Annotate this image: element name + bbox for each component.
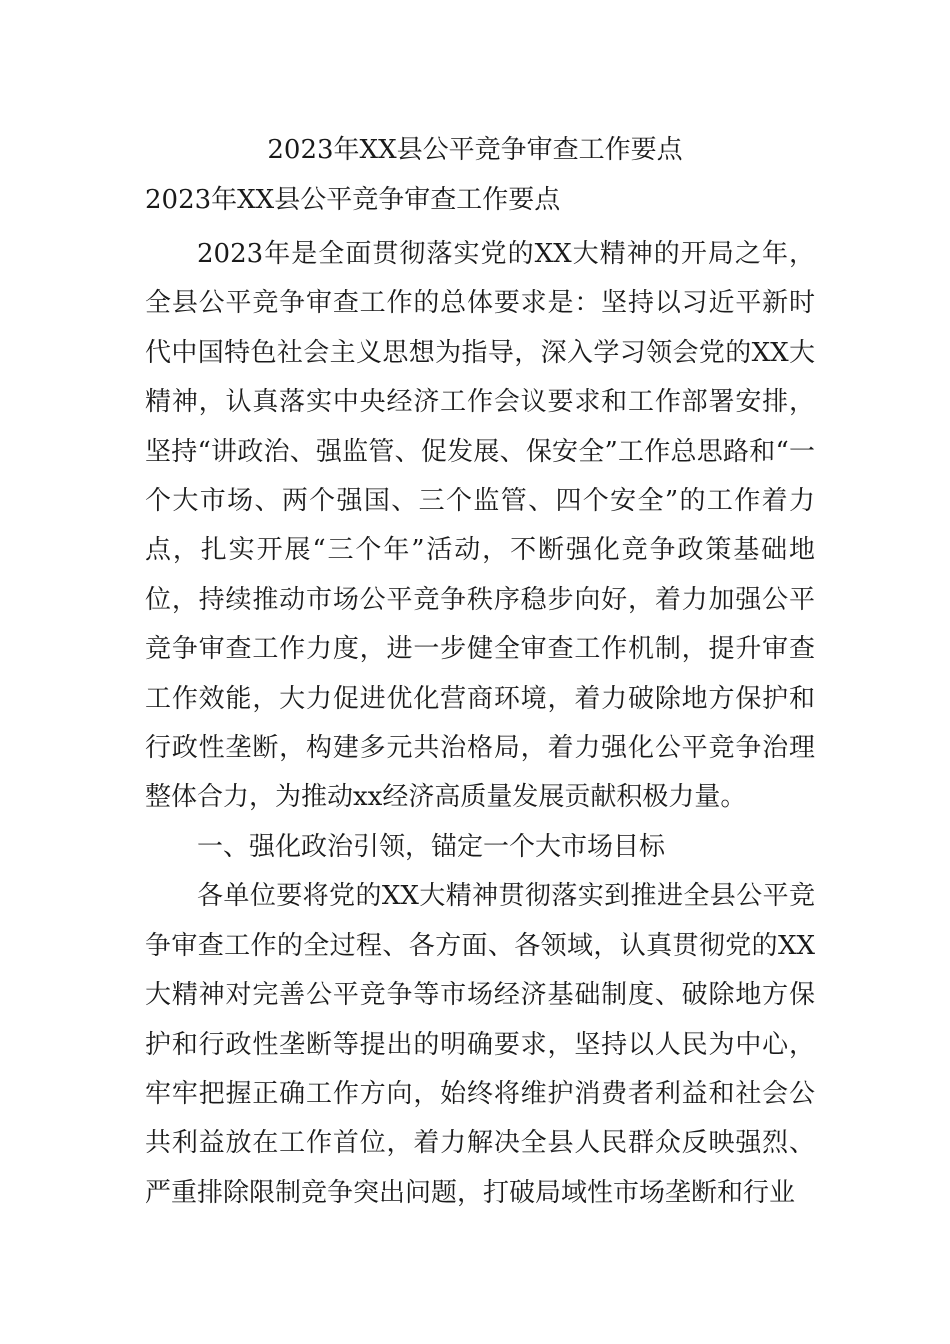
document-title: 2023年XX县公平竞争审查工作要点 xyxy=(267,135,683,165)
paragraph-intro: 2023年是全面贯彻落实党的XX大精神的开局之年，全县公平竞争审查工作的总体要求是：坚持以习近平新时代中国特色社会主义思想为指导，深入学习领会党的XX大精神，认真落实中央经济工作会议要求和工作部署安排，坚持“讲政治、强监管、促发展、保安全”工作总思路和“一个大市场、两个强国、三个监管、四个安全”的工作着力点，扎实开展“三个年”活动，不断强化竞争政策基础地位，持续推动市场公平竞争秩序稳步向好，着力加强公平竞争审查工作力度，进一步健全审查工作机制，提升审查工作效能，大力促进优化营商环境，着力破除地方保护和行政性垄断，构建多元共治格局，着力强化公平竞争治理整体合力，为推动xx经济高质量发展贡献积极力量。 xyxy=(145,239,815,813)
paragraph-section-1: 各单位要将党的XX大精神贯彻落实到推进全县公平竞争审查工作的全过程、各方面、各领域，认真贯彻党的XX大精神对完善公平竞争等市场经济基础制度、破除地方保护和行政性垄断等提出的明确要求，坚持以人民为中心，牢牢把握正确工作方向，始终将维护消费者利益和社会公共利益放在工作首位，着力解决全县人民群众反映强烈、严重排除限制竞争突出问题，打破局域性市场垄断和行业 xyxy=(145,881,815,1208)
document-subtitle: 2023年XX县公平竞争审查工作要点 xyxy=(145,185,561,215)
section-heading-1: 一、强化政治引领，锚定一个大市场目标 xyxy=(197,831,666,862)
document-body xyxy=(145,230,815,1218)
